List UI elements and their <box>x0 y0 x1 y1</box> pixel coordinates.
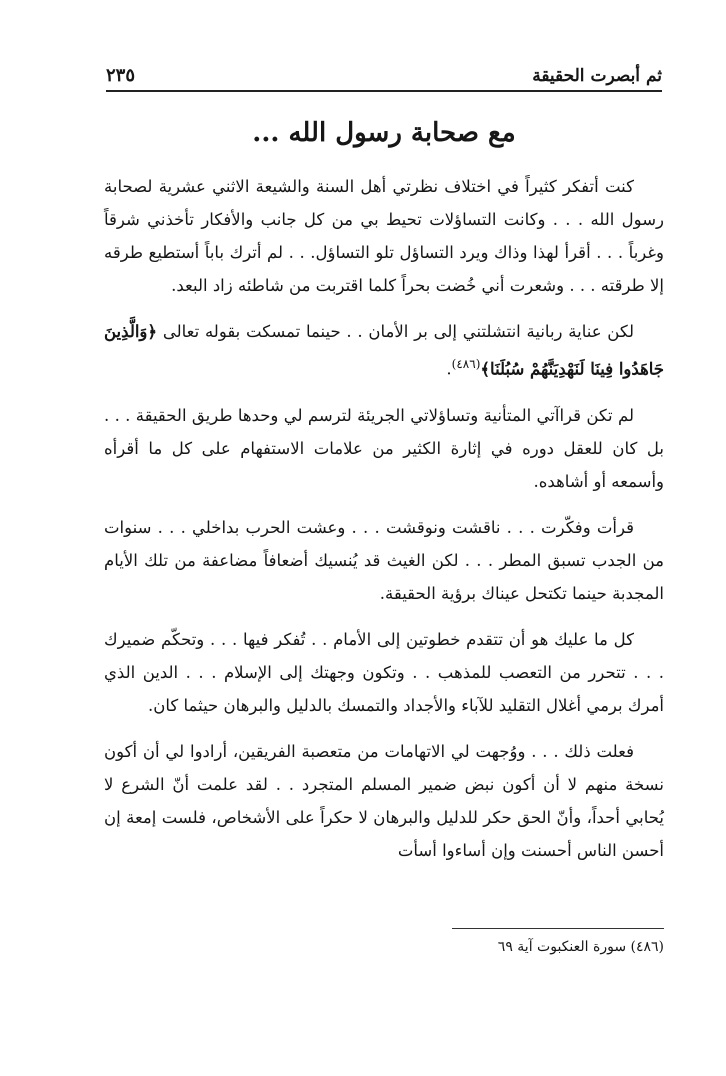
paragraph-6 <box>104 735 664 867</box>
paragraph-4 <box>104 511 664 610</box>
paragraph-5-text: كل ما عليك هو أن تتقدم خطوتين إلى الأمام . . تُفكر فيها . . . وتحكّم ضميرك . . . تتحرر من التعصب للمذهب . . وتكون وجهتك إلى الإسلام . . . الدين الذي أمرك برمي أغلال التقليد للآباء والأجداد والتمسك بالدليل والبرهان حيثما كان. <box>104 629 664 715</box>
chapter-title: مع صحابة رسول الله ... <box>252 118 516 148</box>
footnote: (٤٨٦) سورة العنكبوت آية ٦٩ <box>497 939 664 955</box>
paragraph-1-text: كنت أتفكر كثيراً في اختلاف نظرتي أهل السنة والشيعة الاثني عشرية لصحابة رسول الله . . . وكانت التساؤلات تحيط بي من كل جانب والأفكار تأخذني شرقاً وغرباً . . . أقرأ لهذا وذاك ويرد التساؤل تلو التساؤل. . . لم أترك باباً أستطيع طرقه إلا طرقته . . . وشعرت أني خُضت بحراً كلما اقتربت من شاطئه زاد البعد. <box>104 177 664 295</box>
footnote-reference: (٤٨٦) <box>451 357 481 371</box>
running-title: ثم أبصرت الحقيقة <box>532 66 662 86</box>
paragraph-2-tail: . <box>446 359 452 379</box>
paragraph-3-text: لم تكن قراآتي المتأنية وتساؤلاتي الجريئة لترسم لي وحدها طريق الحقيقة . . . بل كان للعقل دوره في إثارة الكثير من علامات الاستفهام على كل ما أقرأه وأسمعه أو أشاهده. <box>104 405 664 491</box>
footnote-divider <box>452 928 664 929</box>
running-header <box>106 64 662 92</box>
paragraph-5 <box>104 623 664 722</box>
paragraph-6-text: فعلت ذلك . . . ووُجهت لي الاتهامات من متعصبة الفريقين، أرادوا لي أن أكون نسخة منهم لا أن أكون نبض ضمير المسلم المتجرد . . لقد علمت أنّ الشرع لا يُحابي أحداً، وأنّ الحق حكر للدليل والبرهان لا حكراً على الأشخاص، فلست إمعة إن أحسن الناس أحسنت وإن أساءوا أسأت <box>104 741 664 860</box>
paragraph-2-text: لكن عناية ربانية انتشلتني إلى بر الأمان . . حينما تمسكت بقوله تعالى <box>162 322 635 341</box>
paragraph-3 <box>104 399 664 498</box>
paragraph-4-text: قرأت وفكّرت . . . ناقشت ونوقشت . . . وعشت الحرب بداخلي . . . سنوات من الجدب تسبق المطر . . . لكن الغيث قد يُنسيك أضعافاً مضاعفة من تلك الأيام المجدبة حينما تكتحل عيناك برؤية الحقيقة. <box>104 517 664 603</box>
page-number: ٢٣٥ <box>106 65 136 86</box>
body-text <box>104 170 664 880</box>
paragraph-2 <box>104 315 664 386</box>
paragraph-1 <box>104 170 664 302</box>
quran-verse: ﴿وَالَّذِينَ جَاهَدُوا فِينَا لَنَهْدِيَنَّهُمْ سُبُلَنَا﴾ <box>104 322 664 379</box>
